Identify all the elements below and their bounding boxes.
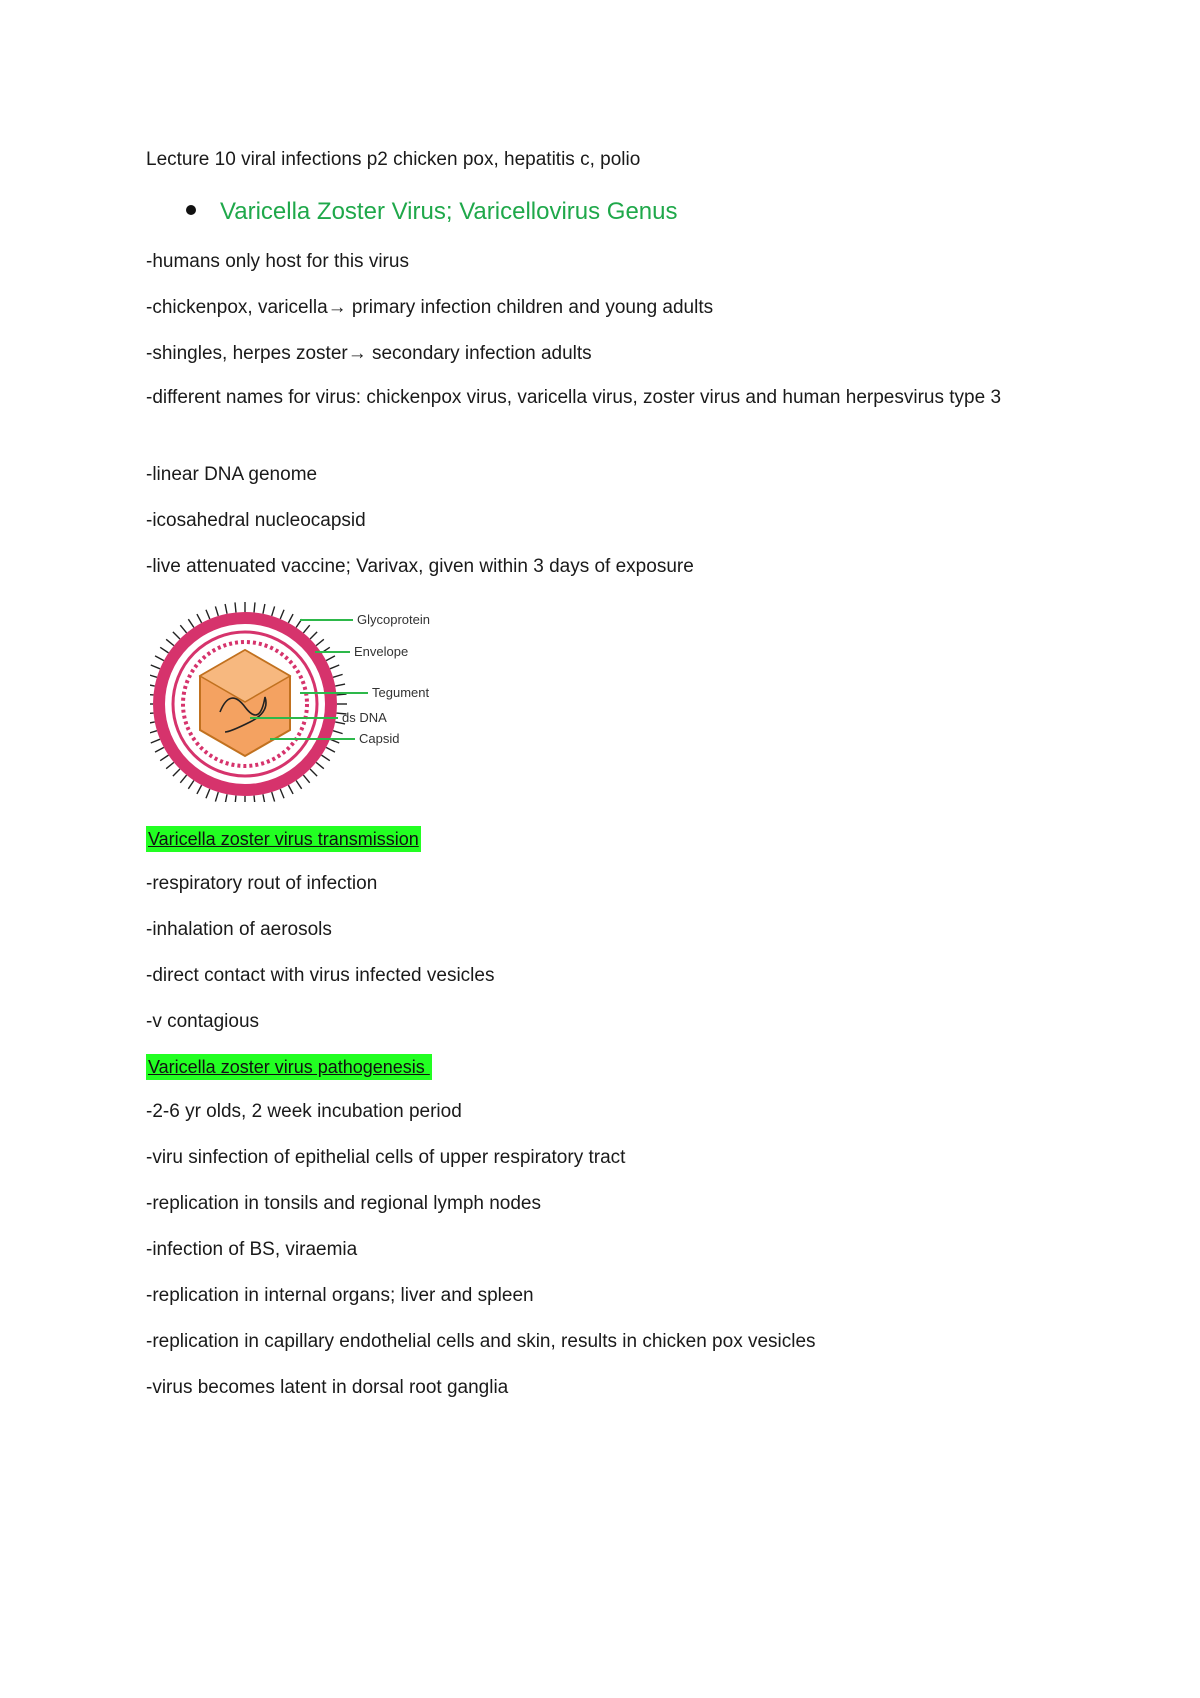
glycoprotein-spike [288, 614, 293, 623]
transmission-heading: Varicella zoster virus transmission [146, 826, 421, 852]
glycoprotein-spike [296, 780, 302, 788]
glycoprotein-spike [197, 614, 202, 623]
heading-text: Varicella Zoster Virus; Varicellovirus Genus [220, 198, 678, 225]
glycoprotein-spike [333, 731, 343, 734]
glycoprotein-spike [335, 684, 345, 686]
label-dsdna: ds DNA [342, 710, 387, 725]
glycoprotein-spike [206, 789, 210, 798]
glycoprotein-spike [235, 796, 236, 802]
intro-line: -icosahedral nucleocapsid [146, 510, 366, 531]
transmission-line: -direct contact with virus infected vesicles [146, 965, 495, 986]
intro-line: -live attenuated vaccine; Varivax, given within 3 days of exposure [146, 556, 694, 577]
glycoprotein-spike [288, 785, 293, 794]
glycoprotein-spike [150, 674, 157, 677]
glycoprotein-spike [303, 775, 309, 783]
glycoprotein-spike [160, 647, 168, 653]
glycoprotein-spike [263, 794, 265, 802]
glycoprotein-spike [326, 656, 335, 661]
label-glycoprotein: Glycoprotein [357, 612, 430, 627]
glycoprotein-spike [215, 606, 218, 616]
glycoprotein-spike [272, 606, 275, 616]
glycoprotein-spike [150, 731, 157, 734]
virus-diagram [150, 592, 490, 802]
glycoprotein-spike [188, 619, 194, 627]
pathogenesis-line: -replication in capillary endothelial cells and skin, results in chicken pox vesicles [146, 1331, 816, 1352]
glycoprotein-spike [206, 610, 210, 619]
glycoprotein-spike [150, 694, 153, 695]
glycoprotein-spike [180, 775, 186, 783]
glycoprotein-spike [150, 722, 155, 724]
glycoprotein-spike [321, 755, 329, 761]
pathogenesis-heading: Varicella zoster virus pathogenesis [146, 1054, 432, 1080]
glycoprotein-spike [272, 792, 275, 802]
glycoprotein-spike [310, 632, 317, 639]
pathogenesis-line: -viru sinfection of epithelial cells of upper respiratory tract [146, 1147, 626, 1168]
glycoprotein-spike [316, 639, 324, 645]
glycoprotein-spike [263, 604, 265, 614]
glycoprotein-spike [280, 789, 284, 798]
pathogenesis-line: -2-6 yr olds, 2 week incubation period [146, 1101, 462, 1122]
glycoprotein-spike [166, 639, 174, 645]
glycoprotein-spike [316, 762, 324, 768]
glycoprotein-spike [166, 762, 174, 768]
glycoprotein-spike [150, 684, 155, 686]
glycoprotein-spike [155, 747, 164, 752]
glycoprotein-spike [254, 602, 255, 612]
glycoprotein-spike [188, 780, 194, 788]
intro-line: -shingles, herpes zoster→ secondary infection adults [146, 343, 592, 364]
glycoprotein-spike [155, 656, 164, 661]
transmission-line: -respiratory rout of infection [146, 873, 378, 894]
glycoprotein-spike [173, 769, 180, 776]
label-capsid: Capsid [359, 731, 400, 746]
glycoprotein-spike [303, 625, 309, 633]
lecture-title: Lecture 10 viral infections p2 chicken pox, hepatitis c, polio [146, 149, 641, 170]
section-heading [146, 196, 678, 228]
pathogenesis-line: -infection of BS, viraemia [146, 1239, 358, 1260]
glycoprotein-spike [333, 674, 343, 677]
glycoprotein-spike [151, 739, 160, 743]
glycoprotein-spike [150, 713, 153, 714]
glycoprotein-spike [330, 665, 339, 669]
pathogenesis-line: -virus becomes latent in dorsal root ganglia [146, 1377, 509, 1398]
glycoprotein-spike [326, 747, 335, 752]
glycoprotein-spike [254, 796, 255, 802]
glycoprotein-spike [160, 755, 168, 761]
intro-line: -chickenpox, varicella→ primary infection children and young adults [146, 297, 714, 318]
label-envelope: Envelope [354, 644, 409, 659]
glycoprotein-spike [225, 794, 227, 802]
intro-line: -different names for virus: chickenpox virus, varicella virus, zoster virus and human herpesvirus type 3 [146, 387, 1002, 408]
label-tegument: Tegument [372, 685, 430, 700]
transmission-line: -v contagious [146, 1011, 260, 1032]
glycoprotein-spike [310, 769, 317, 776]
glycoprotein-spike [151, 665, 160, 669]
intro-line: -humans only host for this virus [146, 251, 409, 272]
transmission-line: -inhalation of aerosols [146, 919, 332, 940]
glycoprotein-spike [180, 625, 186, 633]
glycoprotein-spike [280, 610, 284, 619]
glycoprotein-spike [235, 602, 236, 612]
glycoprotein-spike [337, 694, 347, 695]
intro-line: -linear DNA genome [146, 464, 318, 485]
pathogenesis-line: -replication in tonsils and regional lymph nodes [146, 1193, 542, 1214]
glycoprotein-spike [197, 785, 202, 794]
glycoprotein-spike [225, 604, 227, 614]
bullet-icon [186, 205, 196, 215]
glycoprotein-spike [215, 792, 218, 802]
pathogenesis-line: -replication in internal organs; liver and spleen [146, 1285, 534, 1306]
glycoprotein-spike [173, 632, 180, 639]
